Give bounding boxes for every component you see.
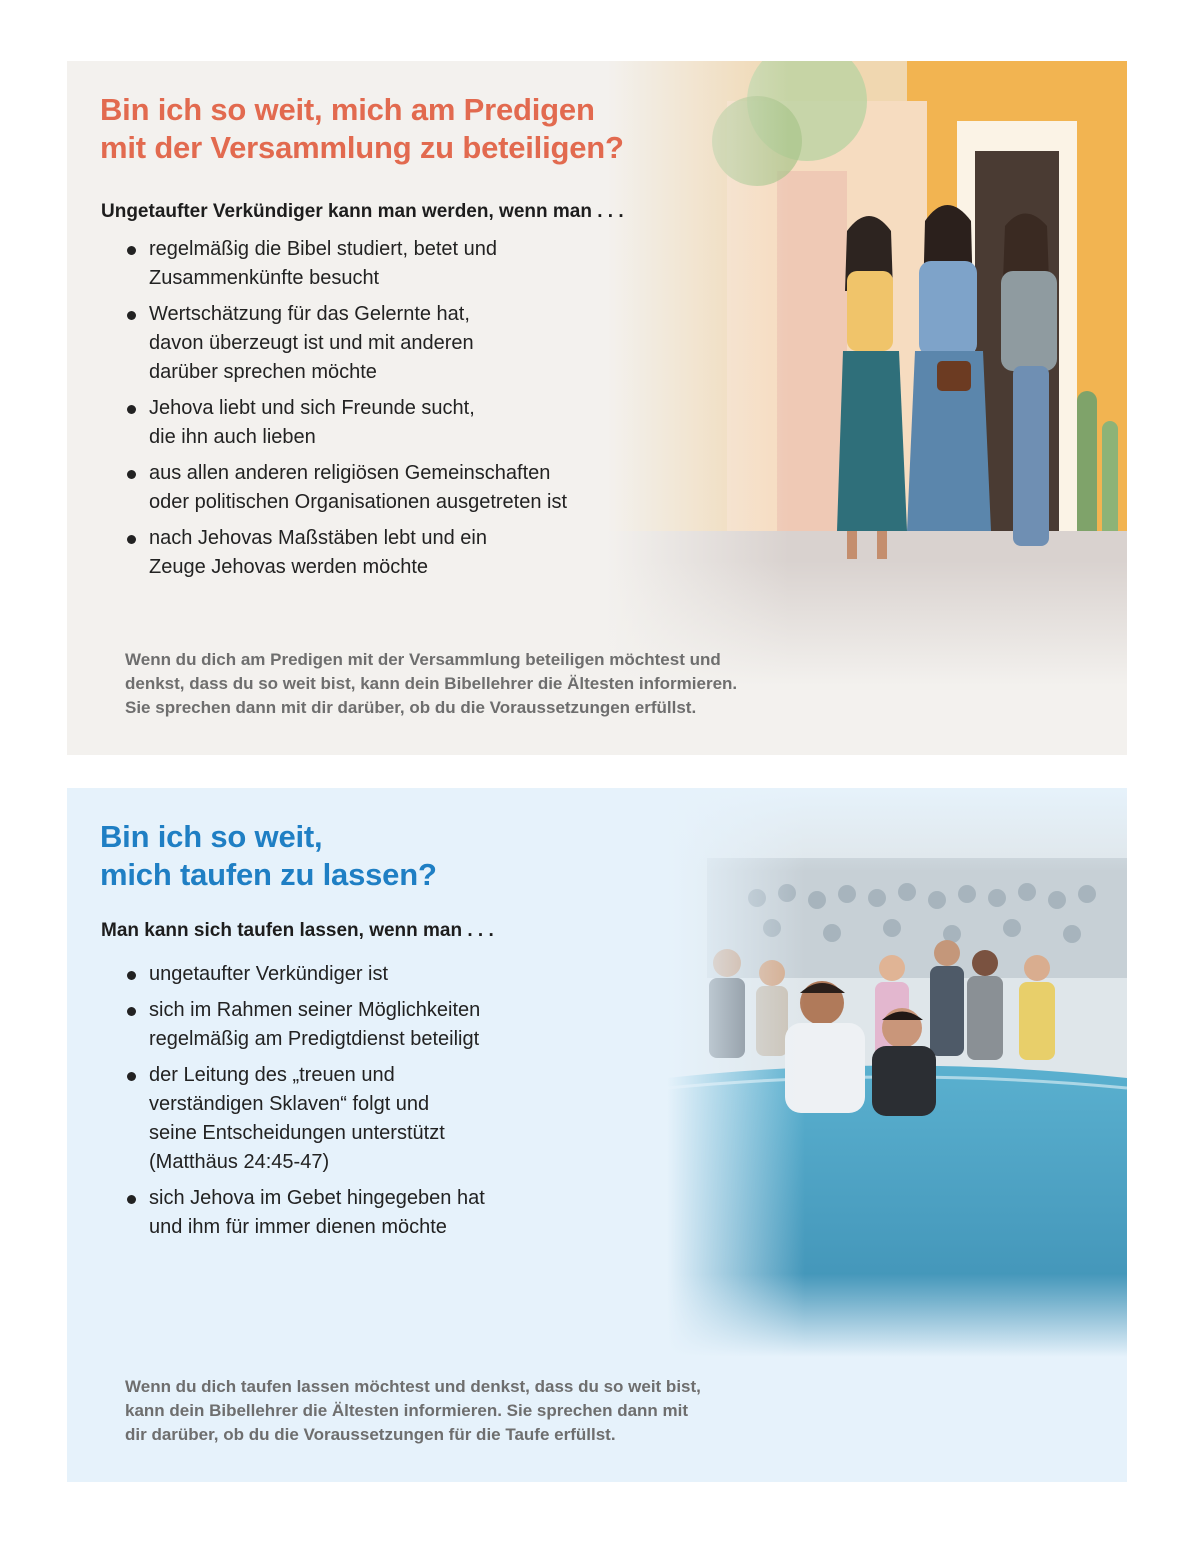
list-item-line: sich Jehova im Gebet hingegeben hat bbox=[149, 1187, 485, 1209]
section-title bbox=[100, 91, 720, 167]
list-item-line: oder politischen Organisationen ausgetreten ist bbox=[149, 491, 568, 513]
list-item-line: regelmäßig am Predigtdienst beteiligt bbox=[149, 1028, 480, 1050]
list-item-line: (Matthäus 24:45-47) bbox=[149, 1151, 330, 1173]
list-item bbox=[125, 459, 685, 517]
list-item-line: regelmäßig die Bibel studiert, betet und bbox=[149, 238, 497, 260]
list-item-line: verständigen Sklaven“ folgt und bbox=[149, 1093, 430, 1115]
note-line: dir darüber, ob du die Voraussetzungen für die Taufe erfüllst. bbox=[125, 1425, 616, 1444]
list-item-line: nach Jehovas Maßstäben lebt und ein bbox=[149, 527, 487, 549]
list-item bbox=[125, 1061, 565, 1177]
section-baptism bbox=[67, 788, 1127, 1482]
list-item-line: der Leitung des „treuen und bbox=[149, 1064, 395, 1086]
list-item-line: seine Entscheidungen unterstützt bbox=[149, 1122, 445, 1144]
requirements-list bbox=[125, 960, 565, 1249]
list-item bbox=[125, 960, 565, 989]
list-item bbox=[125, 300, 685, 387]
list-item-line: darüber sprechen möchte bbox=[149, 361, 377, 383]
list-item-line: ungetaufter Verkündiger ist bbox=[149, 963, 389, 985]
list-item-line: Jehova liebt und sich Freunde sucht, bbox=[149, 397, 475, 419]
section-preaching bbox=[67, 61, 1127, 755]
note-line: denkst, dass du so weit bist, kann dein Bibellehrer die Ältesten informieren. bbox=[125, 674, 738, 693]
list-item-line: und ihm für immer dienen möchte bbox=[149, 1216, 447, 1238]
list-item-line: Zeuge Jehovas werden möchte bbox=[149, 556, 429, 578]
section-note bbox=[125, 1375, 845, 1447]
section-title bbox=[100, 818, 600, 894]
section-subtitle: Man kann sich taufen lassen, wenn man . . . bbox=[101, 920, 494, 941]
list-item-line: Wertschätzung für das Gelernte hat, bbox=[149, 303, 470, 325]
list-item bbox=[125, 1184, 565, 1242]
title-line: mich taufen zu lassen? bbox=[100, 857, 437, 892]
list-item bbox=[125, 235, 685, 293]
section-subtitle: Ungetaufter Verkündiger kann man werden, wenn man . . . bbox=[101, 201, 624, 222]
list-item-line: Zusammenkünfte besucht bbox=[149, 267, 380, 289]
list-item-line: sich im Rahmen seiner Möglichkeiten bbox=[149, 999, 481, 1021]
title-line: Bin ich so weit, bbox=[100, 819, 323, 854]
note-line: Wenn du dich am Predigen mit der Versammlung beteiligen möchtest und bbox=[125, 650, 721, 669]
section-note bbox=[125, 648, 885, 720]
note-line: Sie sprechen dann mit dir darüber, ob du die Voraussetzungen erfüllst. bbox=[125, 698, 697, 717]
title-line: Bin ich so weit, mich am Predigen bbox=[100, 92, 595, 127]
note-line: Wenn du dich taufen lassen möchtest und denkst, dass du so weit bist, bbox=[125, 1377, 701, 1396]
list-item bbox=[125, 394, 685, 452]
note-line: kann dein Bibellehrer die Ältesten informieren. Sie sprechen dann mit bbox=[125, 1401, 689, 1420]
list-item bbox=[125, 524, 685, 582]
requirements-list bbox=[125, 235, 685, 589]
list-item bbox=[125, 996, 565, 1054]
list-item-line: aus allen anderen religiösen Gemeinschaften bbox=[149, 462, 551, 484]
title-line: mit der Versammlung zu beteiligen? bbox=[100, 130, 624, 165]
list-item-line: davon überzeugt ist und mit anderen bbox=[149, 332, 474, 354]
list-item-line: die ihn auch lieben bbox=[149, 426, 316, 448]
